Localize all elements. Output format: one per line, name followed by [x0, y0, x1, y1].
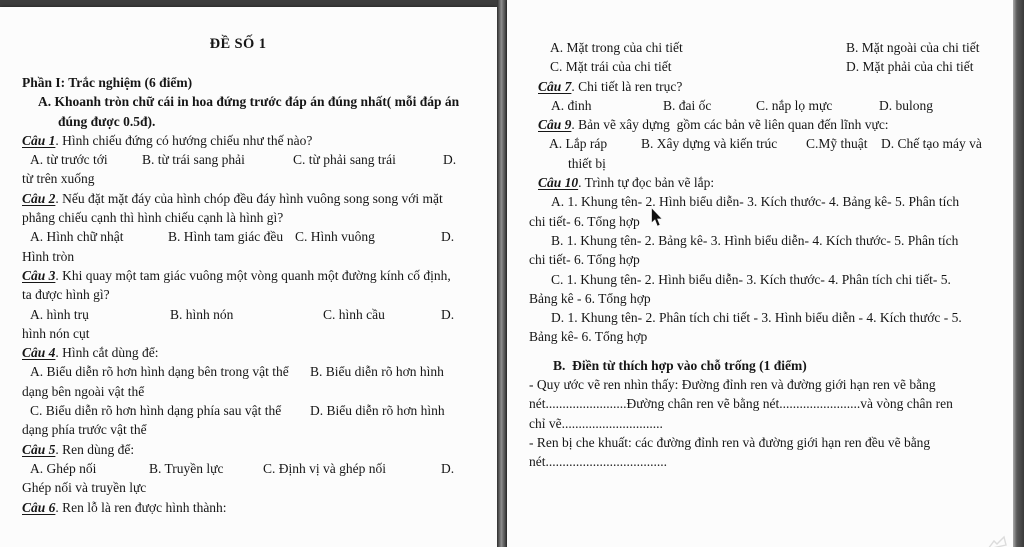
option-d-wrap: từ trên xuống: [22, 171, 95, 187]
fill-in-line: nét....................................: [529, 454, 667, 470]
options-row-q4-cd: [22, 401, 472, 420]
option-c: C. Mặt trái của chi tiết: [550, 59, 672, 75]
question-text: . Hình cắt dùng để:: [55, 345, 159, 361]
option-d: D. Mặt phải của chi tiết: [846, 59, 974, 75]
mouse-cursor-icon: [650, 207, 664, 228]
spacer: [529, 347, 994, 356]
option-d: D. Chế tạo máy và: [881, 136, 982, 152]
fill-in-line: chỉ vẽ..............................: [529, 415, 663, 431]
option-c: C.Mỹ thuật: [806, 136, 868, 152]
option-d: D.: [441, 460, 455, 476]
option-b: B. đai ốc: [663, 97, 712, 113]
options-row-q4-ab: [22, 362, 472, 381]
option-c: C. từ phải sang trái: [293, 152, 396, 168]
ghost-cursor-icon: [984, 531, 1010, 547]
question-6: [22, 498, 472, 517]
option-a: A. Ghép nối: [30, 460, 97, 476]
option-b: B. Biểu diễn rõ hơn hình: [310, 364, 444, 380]
option-c: C. Định vị và ghép nối: [263, 460, 386, 476]
option-b: B. hình nón: [170, 306, 234, 322]
option-d: D. Biểu diễn rõ hơn hình: [310, 403, 445, 419]
question-label: Câu 10: [538, 175, 579, 191]
question-text: . Ren dùng để:: [55, 441, 135, 457]
option-c: C. nắp lọ mực: [756, 97, 833, 113]
option-b: B. Truyền lực: [149, 460, 224, 476]
question-1: [22, 131, 472, 150]
option-b-line2: chi tiết- 6. Tổng hợp: [529, 252, 640, 268]
question-text: . Hình chiếu đứng có hướng chiếu như thế nào?: [55, 132, 313, 148]
question-label: Câu 1: [22, 132, 56, 148]
option-d-line2: Bảng kê- 6. Tổng hợp: [529, 329, 648, 345]
option-b: B. Xây dựng và kiến trúc: [641, 136, 778, 152]
option-d: D.: [441, 306, 455, 322]
option-d: D.: [443, 152, 457, 168]
fill-in-line: - Ren bị che khuất: các đường đỉnh ren và đường giới hạn ren đều vẽ bằng: [529, 434, 931, 450]
option-a: A. Lắp ráp: [549, 136, 608, 152]
options-row-q5: [22, 459, 472, 478]
partB-heading: B. Điền từ thích hợp vào chỗ trống (1 điểm): [553, 357, 807, 373]
question-text: . Bản vẽ xây dựng gồm các bản vẽ liên quan đến lĩnh vực:: [571, 117, 889, 133]
option-a-line1: A. 1. Khung tên- 2. Hình biểu diễn- 3. Kích thước- 4. Bảng kê- 5. Phân tích: [551, 194, 960, 210]
options-row-q9: [529, 134, 994, 153]
option-d-wrap: hình nón cụt: [22, 325, 90, 341]
question-label: Câu 4: [22, 345, 56, 361]
question-3: [22, 266, 472, 285]
option-c: C. hình cầu: [323, 306, 385, 322]
option-d-wrap: dạng phía trước vật thể: [22, 422, 147, 438]
option-b: B. từ trái sang phải: [142, 152, 245, 168]
exam-title: ĐỀ SỐ 1: [209, 36, 267, 52]
question-9: [529, 115, 994, 134]
options-row-q6-cd: [529, 57, 994, 76]
option-c-line1: C. 1. Khung tên- 2. Hình biểu diễn- 3. Kích thước- 4. Phân tích chi tiết- 5.: [551, 271, 951, 287]
option-b: B. Hình tam giác đều: [168, 229, 284, 245]
option-c-line2: Bảng kê - 6. Tổng hợp: [529, 290, 651, 306]
fill-in-line: nét........................Đường chân ren vẽ bằng nét........................và vòng chân ren: [529, 396, 953, 412]
exam-page-left: [0, 7, 497, 547]
question-text: . Ren lỗ là ren được hình thành:: [55, 499, 227, 515]
option-b: B. Mặt ngoài của chi tiết: [846, 40, 980, 55]
option-c: C. Biểu diễn rõ hơn hình dạng phía sau vật thể: [30, 403, 282, 419]
option-d-wrap: Ghép nối và truyền lực: [22, 480, 147, 496]
part1-heading: Phần I: Trắc nghiệm (6 điểm): [22, 75, 193, 90]
question-text: . Trình tự đọc bản vẽ lắp:: [578, 175, 715, 191]
exam-page-right: [507, 0, 1014, 547]
page-divider: [497, 0, 507, 547]
option-d: D.: [441, 229, 455, 245]
question-7: [529, 77, 994, 96]
option-a: A. Mặt trong của chi tiết: [550, 40, 683, 55]
options-row-q1: [22, 150, 472, 169]
question-label: Câu 5: [22, 441, 56, 457]
option-d-line1: D. 1. Khung tên- 2. Phân tích chi tiết - 3. Hình biểu diễn - 4. Kích thước - 5.: [551, 310, 962, 326]
option-a-line2: chi tiết- 6. Tổng hợp: [529, 213, 640, 229]
option-b-line1: B. 1. Khung tên- 2. Bảng kê- 3. Hình biểu diễn- 4. Kích thước- 5. Phân tích: [551, 232, 959, 248]
options-row-q6-ab: [529, 38, 994, 57]
option-a: A. đinh: [551, 97, 592, 113]
option-d: D. bulong: [879, 97, 933, 113]
background-band: [1013, 0, 1024, 547]
options-row-q7: [529, 96, 994, 115]
question-text-wrap: ta được hình gì?: [22, 287, 110, 303]
question-5: [22, 440, 472, 459]
option-c: C. Hình vuông: [295, 229, 375, 245]
question-label: Câu 2: [22, 190, 56, 206]
option-a: A. Biểu diễn rõ hơn hình dạng bên trong vật thể: [30, 364, 289, 380]
option-a: A. từ trước tới: [30, 152, 108, 168]
question-text: . Chi tiết là ren trục?: [571, 78, 683, 94]
question-label: Câu 9: [538, 117, 572, 133]
question-label: Câu 7: [538, 78, 572, 94]
question-text-wrap: phẳng chiếu cạnh thì hình chiếu cạnh là hình gì?: [22, 210, 284, 226]
option-a: A. Hình chữ nhật: [30, 229, 124, 245]
question-10: [529, 173, 994, 192]
option-d-wrap: thiết bị: [568, 155, 606, 171]
question-label: Câu 6: [22, 499, 56, 515]
fill-in-line: - Quy ước vẽ ren nhìn thấy: Đường đỉnh ren và đường giới hạn ren vẽ bằng: [529, 377, 936, 393]
options-row-q3: [22, 305, 472, 324]
option-d-wrap: Hình tròn: [22, 248, 75, 264]
instruction-line: A. Khoanh tròn chữ cái in hoa đứng trước đáp án đúng nhất( mỗi đáp án: [38, 94, 460, 110]
question-text: . Khi quay một tam giác vuông một vòng quanh một đường kính cố định,: [55, 267, 451, 283]
question-label: Câu 3: [22, 267, 56, 283]
options-row-q2: [22, 227, 472, 246]
option-b-wrap: dạng bên ngoài vật thể: [22, 383, 145, 399]
question-4: [22, 343, 472, 362]
instruction-line: đúng được 0.5đ).: [58, 113, 156, 129]
question-2: [22, 189, 472, 208]
question-text: . Nếu đặt mặt đáy của hình chóp đều đáy hình vuông song song với mặt: [55, 190, 443, 206]
option-a: A. hình trụ: [30, 306, 89, 322]
